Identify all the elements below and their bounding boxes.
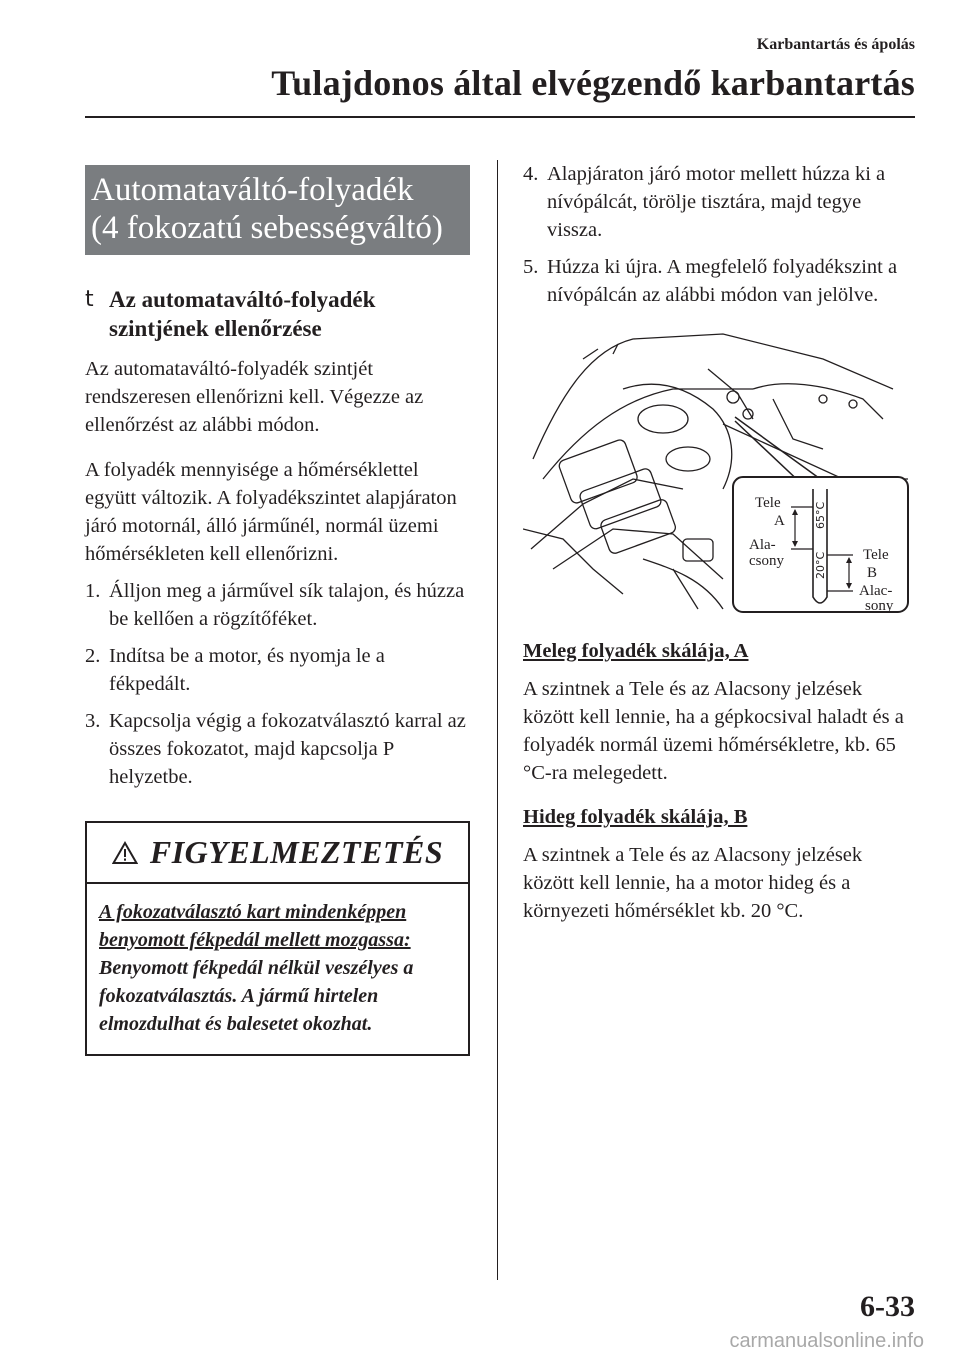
conditions-paragraph: A folyadék mennyisége a hőmérséklettel együtt változik. A folyadékszintet alapjáraton járó motornál, álló járműnél, normál üzemi hőmérsékleten kell ellenőrizni.: [85, 459, 457, 565]
step-text: Álljon meg a járművel sík talajon, és húzza be kellően a rögzítőféket.: [109, 580, 465, 630]
dipstick-diagram: [523, 329, 913, 614]
header-divider: [85, 116, 915, 118]
step-item: [523, 253, 918, 309]
step-text: Alapjáraton járó motor mellett húzza ki a nívópálcát, törölje tisztára, majd tegye vissza.: [547, 163, 886, 241]
step-number: 5.: [523, 256, 539, 278]
step-number: 1.: [85, 580, 101, 602]
step-item: [85, 577, 470, 633]
right-column: [523, 160, 918, 925]
cold-scale-caption: Hideg folyadék skálája, B: [523, 806, 748, 828]
temp-hot-label: 65°C: [814, 501, 827, 529]
intro-paragraph: Az automataváltó-folyadék szintjét rendszeresen ellenőrizni kell. Végezze az ellenőrzést az alábbi módon.: [85, 358, 424, 436]
warning-body: [87, 884, 468, 1054]
steps-list-left: [85, 577, 470, 791]
warning-header: [87, 823, 468, 884]
sony-label: sony: [865, 598, 894, 614]
section-title-line2: (4 fokozatú sebességváltó): [91, 210, 443, 246]
step-item: [523, 160, 918, 244]
page-title: Tulajdonos által elvégzendő karbantartás: [271, 63, 915, 103]
step-item: [85, 707, 470, 791]
warning-triangle-icon: [112, 841, 138, 865]
hot-scale-paragraph: A szintnek a Tele és az Alacsony jelzések között kell lennie, ha a gépkocsival haladt és a folyadék normál üzemi hőmérsékletre, kb. 65 °C-ra melegedett.: [523, 678, 904, 784]
warning-emphasis: A fokozatválasztó kart mindenképpen benyomott fékpedál mellett mozgassa:: [99, 901, 411, 951]
alac-label: Alac-: [859, 583, 893, 599]
warning-title: FIGYELMEZTETÉS: [149, 834, 444, 870]
step-number: 2.: [85, 645, 101, 667]
step-text: Húzza ki újra. A megfelelő folyadékszint a nívópálcán az alábbi módon van jelölve.: [547, 256, 898, 306]
scale-a-label: A: [774, 513, 785, 529]
scale-b-label: B: [867, 565, 878, 581]
section-title-box: [85, 165, 470, 255]
csony-label: csony: [749, 553, 784, 569]
warning-box: [85, 821, 470, 1056]
temp-cold-label: 20°C: [814, 551, 827, 579]
subheading: [85, 285, 470, 343]
page-number: 6-33: [860, 1290, 915, 1323]
tele-b-label: Tele: [863, 547, 889, 563]
step-number: 4.: [523, 163, 539, 185]
step-text: Kapcsolja végig a fokozatválasztó karral az összes fokozatot, majd kapcsolja P helyzetbe.: [109, 710, 466, 788]
tele-a-label: Tele: [755, 495, 781, 511]
warning-text: Benyomott fékpedál nélkül veszélyes a fokozatválasztás. A jármű hirtelen elmozdulhat és balesetet okozhat.: [99, 957, 414, 1035]
section-title-line1: Automataváltó-folyadék: [91, 172, 414, 208]
step-item: [85, 642, 470, 698]
steps-list-right: [523, 160, 918, 309]
step-number: 3.: [85, 710, 101, 732]
bullet-marker: t: [85, 287, 94, 312]
column-divider: [497, 160, 498, 1280]
step-text: Indítsa be a motor, és nyomja le a fékpedált.: [109, 645, 385, 695]
ala-label: Ala-: [749, 537, 776, 553]
subheading-line2: szintjének ellenőrzése: [109, 316, 322, 341]
hot-scale-caption: Meleg folyadék skálája, A: [523, 640, 749, 662]
subheading-line1: Az automataváltó-folyadék: [109, 287, 376, 312]
left-column: [85, 165, 470, 1056]
header-section-label: Karbantartás és ápolás: [756, 36, 915, 53]
cold-scale-paragraph: A szintnek a Tele és az Alacsony jelzések között kell lennie, ha a motor hideg és a környezeti hőmérséklet kb. 20 °C.: [523, 844, 863, 922]
watermark: carmanualsonline.info: [729, 1330, 924, 1352]
